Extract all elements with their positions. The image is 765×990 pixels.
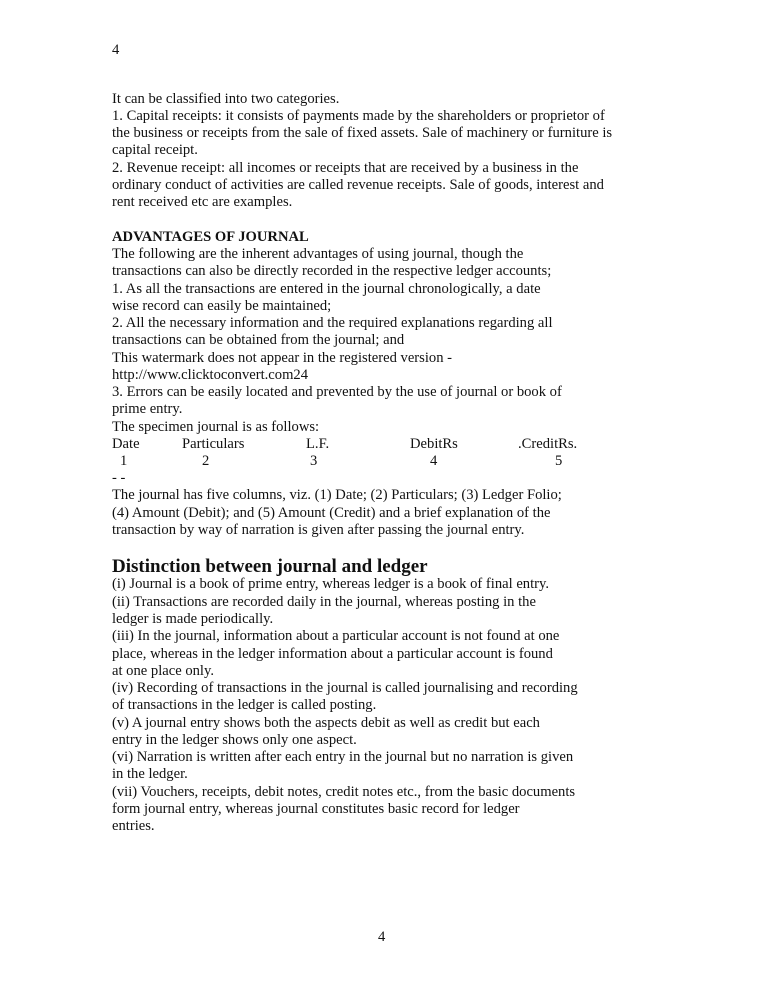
text-line: ledger is made periodically.	[112, 611, 274, 627]
column-number: 2	[202, 453, 210, 469]
text-line: (vii) Vouchers, receipts, debit notes, credit notes etc., from the basic documents	[112, 784, 576, 800]
text-line: The specimen journal is as follows:	[112, 419, 320, 435]
header-page-number: 4	[112, 42, 120, 58]
text-line: (iii) In the journal, information about a particular account is not found at one	[112, 628, 560, 644]
text-line: at one place only.	[112, 663, 214, 679]
column-number: 3	[310, 453, 318, 469]
text-line: (vi) Narration is written after each entry in the journal but no narration is given	[112, 749, 574, 765]
text-line: (v) A journal entry shows both the aspects debit as well as credit but each	[112, 715, 540, 731]
column-number: 4	[430, 453, 438, 469]
text-line: 2. Revenue receipt: all incomes or receipts that are received by a business in the	[112, 160, 579, 176]
column-header-credit: .CreditRs.	[518, 436, 578, 452]
advantages-heading: ADVANTAGES OF JOURNAL	[112, 229, 309, 245]
text-line: transactions can be obtained from the journal; and	[112, 332, 405, 348]
text-line: 1. Capital receipts: it consists of payments made by the shareholders or proprietor of	[112, 108, 605, 124]
text-line: The following are the inherent advantages of using journal, though the	[112, 246, 524, 262]
text-line: The journal has five columns, viz. (1) Date; (2) Particulars; (3) Ledger Folio;	[112, 487, 562, 503]
text-line: (iv) Recording of transactions in the journal is called journalising and recording	[112, 680, 578, 696]
text-line: 3. Errors can be easily located and prevented by the use of journal or book of	[112, 384, 562, 400]
text-line: (i) Journal is a book of prime entry, whereas ledger is a book of final entry.	[112, 576, 549, 592]
text-line: rent received etc are examples.	[112, 194, 293, 210]
text-line: It can be classified into two categories.	[112, 91, 340, 107]
column-header-lf: L.F.	[306, 436, 330, 452]
text-line: entry in the ledger shows only one aspect.	[112, 732, 357, 748]
watermark-line: This watermark does not appear in the registered version -	[112, 350, 452, 366]
distinction-heading: Distinction between journal and ledger	[112, 556, 428, 577]
text-line: place, whereas in the ledger information about a particular account is found	[112, 646, 553, 662]
dashes: - -	[112, 470, 126, 486]
column-header-particulars: Particulars	[182, 436, 245, 452]
column-header-date: Date	[112, 436, 140, 452]
text-line: entries.	[112, 818, 155, 834]
text-line: transaction by way of narration is given after passing the journal entry.	[112, 522, 525, 538]
text-line: (ii) Transactions are recorded daily in the journal, whereas posting in the	[112, 594, 536, 610]
text-line: wise record can easily be maintained;	[112, 298, 332, 314]
column-number: 1	[120, 453, 128, 469]
column-number: 5	[555, 453, 563, 469]
text-line: 1. As all the transactions are entered in the journal chronologically, a date	[112, 281, 541, 297]
text-line: the business or receipts from the sale of fixed assets. Sale of machinery or furniture is	[112, 125, 613, 141]
text-line: prime entry.	[112, 401, 183, 417]
text-line: of transactions in the ledger is called posting.	[112, 697, 377, 713]
text-line: ordinary conduct of activities are called revenue receipts. Sale of goods, interest and	[112, 177, 604, 193]
text-line: in the ledger.	[112, 766, 188, 782]
text-line: transactions can also be directly recorded in the respective ledger accounts;	[112, 263, 552, 279]
text-line: capital receipt.	[112, 142, 198, 158]
text-line: (4) Amount (Debit); and (5) Amount (Credit) and a brief explanation of the	[112, 505, 551, 521]
column-header-debit: DebitRs	[410, 436, 458, 452]
watermark-url[interactable]: http://www.clicktoconvert.com24	[112, 367, 309, 383]
text-line: form journal entry, whereas journal constitutes basic record for ledger	[112, 801, 520, 817]
text-line: 2. All the necessary information and the required explanations regarding all	[112, 315, 553, 331]
footer-page-number: 4	[378, 929, 386, 945]
